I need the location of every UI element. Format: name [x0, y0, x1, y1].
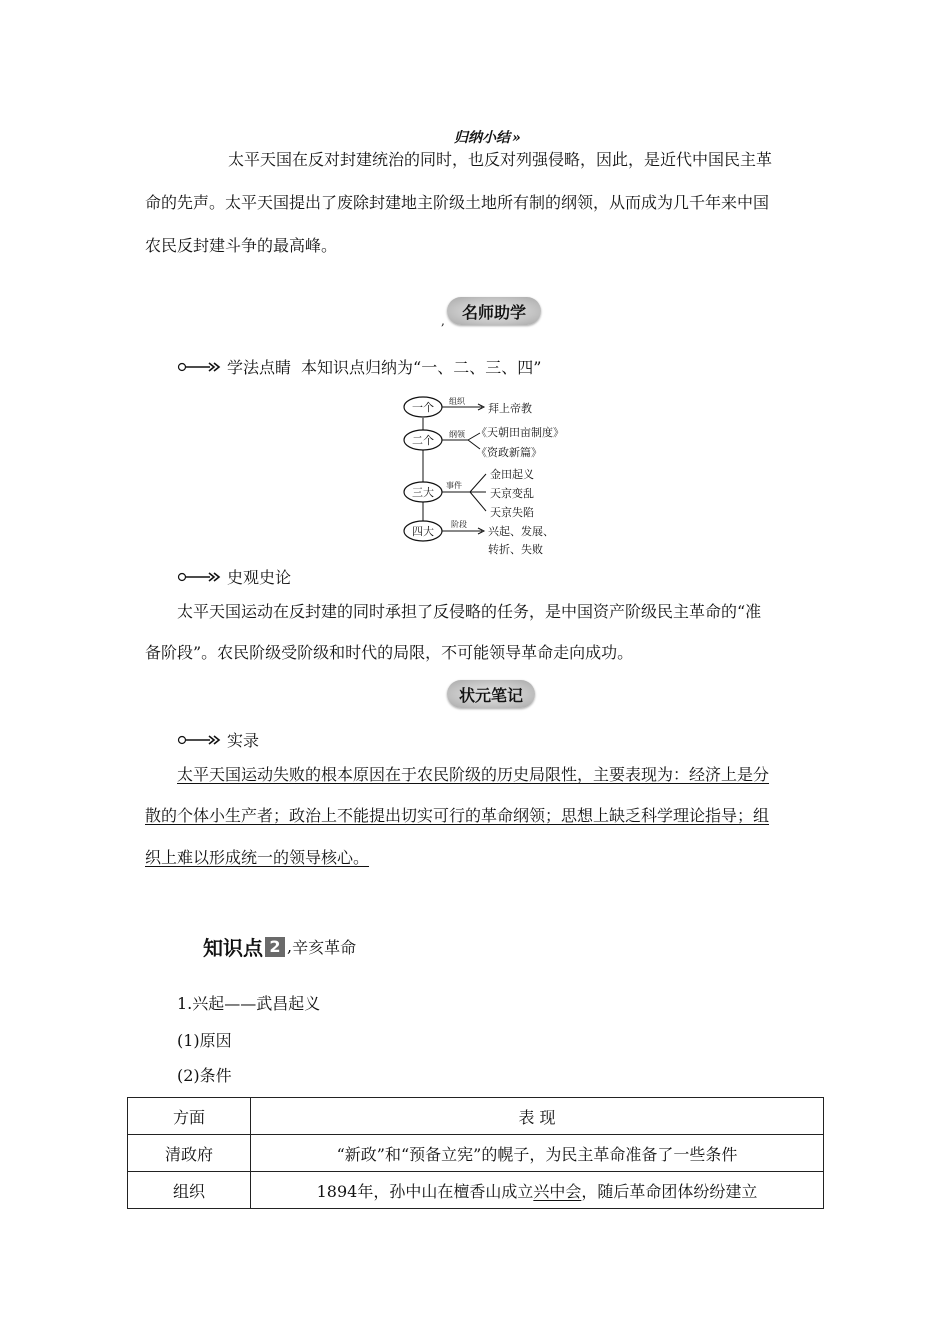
record-line-2: 散的个体小生产者；政治上不能提出切实可行的革命纲领；思想上缺乏科学理论指导；组: [145, 806, 770, 825]
knowledge-sep: ,: [287, 937, 293, 956]
diagram-item-4-1: 兴起、发展、: [488, 525, 554, 538]
outline-item-3: (2)条件: [177, 1066, 232, 1085]
knowledge-number: 2: [265, 937, 285, 957]
outline-item-2: (1)原因: [177, 1031, 232, 1050]
conditions-table: [127, 1097, 824, 1209]
xingzhonghui-underlined: 兴中会: [533, 1181, 582, 1201]
table-row: [128, 1172, 824, 1209]
history-line-1: 太平天国运动在反封建的同时承担了反侵略的任务，是中国资产阶级民主革命的“准: [177, 602, 762, 621]
knowledge-title: 辛亥革命: [292, 938, 357, 957]
method-text: 本知识点归纳为“一、二、三、四”: [301, 358, 542, 377]
outline-item-1: 1.兴起——武昌起义: [177, 994, 321, 1013]
summary-line-3: 农民反封建斗争的最高峰。: [145, 236, 338, 255]
record-label: 实录: [227, 731, 260, 750]
table-header-aspect: 方面: [128, 1098, 251, 1135]
knowledge-prefix: 知识点: [203, 936, 263, 960]
table-header-row: [128, 1098, 824, 1135]
diagram-relation-2: 纲领: [449, 430, 465, 439]
history-view-heading: [177, 565, 291, 588]
summary-title: 归纳小结 »: [454, 130, 521, 146]
table-row: [128, 1135, 824, 1172]
stray-comma: ,: [441, 314, 445, 328]
table-cell-aspect: 清政府: [128, 1135, 251, 1172]
method-label: 学法点睛: [227, 358, 292, 377]
scholar-notes-badge: 状元笔记: [447, 680, 535, 708]
bullet-arrow-icon: [177, 361, 223, 373]
history-line-2: 备阶段”。农民阶级受阶级和时代的局限，不可能领导革命走向成功。: [145, 643, 634, 662]
knowledge-point-heading: [203, 932, 356, 961]
bullet-arrow-icon: [177, 734, 223, 746]
summary-line-2: 命的先声。太平天国提出了废除封建地主阶级土地所有制的纲领，从而成为几千年来中国: [145, 193, 770, 212]
diagram-item-1-1: 拜上帝教: [488, 402, 532, 415]
diagram-relation-1: 组织: [449, 397, 465, 406]
diagram-item-2-1: 《天朝田亩制度》: [476, 426, 564, 439]
double-chevron-icon: »: [512, 130, 521, 146]
diagram-item-2-2: 《资政新篇》: [476, 446, 542, 459]
diagram-relation-4: 阶段: [451, 520, 467, 529]
record-line-1: 太平天国运动失败的根本原因在于农民阶级的历史局限性，主要表现为：经济上是分: [177, 765, 770, 784]
diagram-node-2-label: 二个: [412, 434, 434, 447]
teacher-help-badge: 名师助学: [447, 297, 541, 325]
method-tip: [177, 355, 541, 378]
history-view-label: 史观史论: [227, 568, 292, 587]
diagram-node-3-label: 三大: [412, 486, 434, 499]
diagram-node-1-label: 一个: [412, 401, 434, 414]
four-point-diagram: [398, 392, 598, 558]
table-cell-performance: “新政”和“预备立宪”的幌子，为民主革命准备了一些条件: [251, 1135, 824, 1172]
record-heading: [177, 728, 259, 751]
diagram-item-4-2: 转折、失败: [488, 543, 543, 556]
table-header-performance: 表 现: [251, 1098, 824, 1135]
summary-line-1: 太平天国在反对封建统治的同时，也反对列强侵略，因此，是近代中国民主革: [228, 150, 773, 169]
bullet-arrow-icon: [177, 571, 223, 583]
diagram-item-3-3: 天京失陷: [490, 506, 534, 519]
diagram-relation-3: 事件: [446, 481, 462, 490]
diagram-item-3-1: 金田起义: [490, 468, 534, 481]
table-cell-performance: 1894年，孙中山在檀香山成立兴中会，随后革命团体纷纷建立: [251, 1172, 824, 1209]
record-line-3: 织上难以形成统一的领导核心。: [145, 848, 370, 867]
diagram-item-3-2: 天京变乱: [490, 487, 534, 500]
table-cell-aspect: 组织: [128, 1172, 251, 1209]
diagram-node-4-label: 四大: [412, 525, 434, 538]
